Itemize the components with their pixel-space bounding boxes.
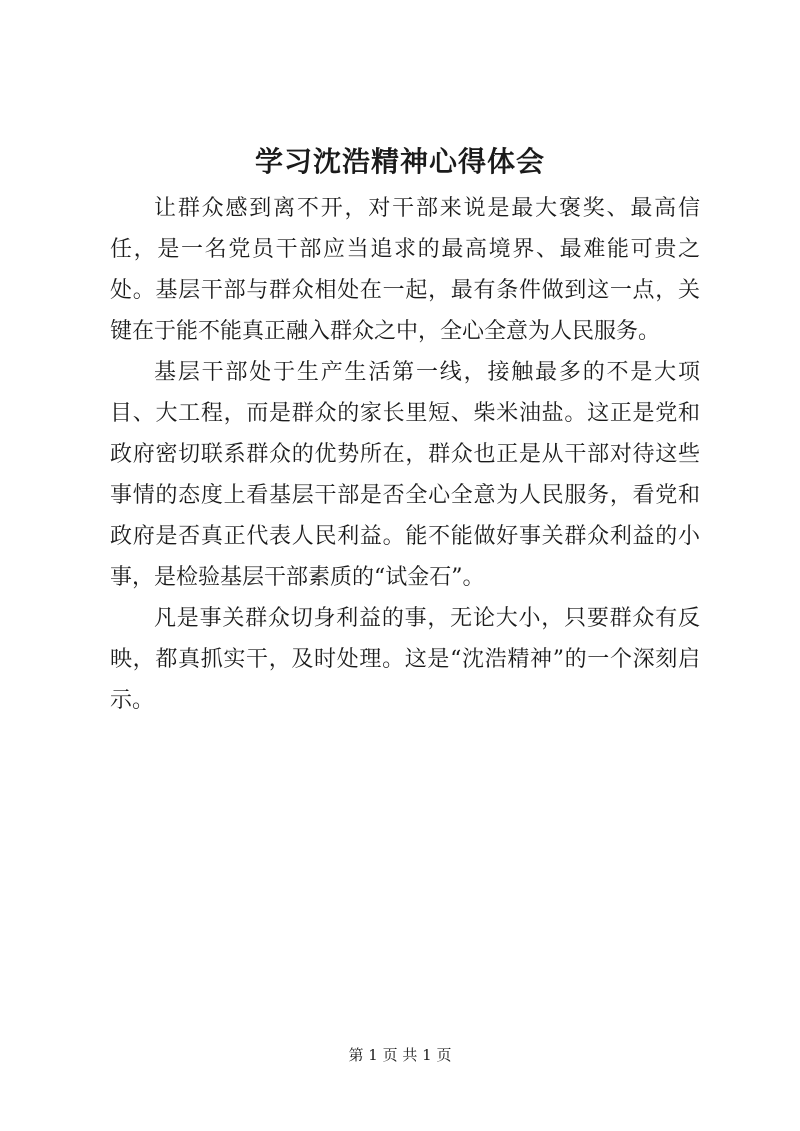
document-title: 学习沈浩精神心得体会 [254,145,545,178]
paragraph-3: 凡是事关群众切身利益的事，无论大小，只要群众有反映，都真抓实干，及时处理。这是“沈浩精神”的一个深刻启示。 [110,606,700,713]
page-footer: 第 1 页 共 1 页 [348,1046,452,1064]
paragraph-2: 基层干部处于生产生活第一线，接触最多的不是大项目、大工程，而是群众的家长里短、柴米油盐。这正是党和政府密切联系群众的优势所在，群众也正是从干部对待这些事情的态度上看基层干部是否全心全意为人民服务，看党和政府是否真正代表人民利益。能不能做好事关群众利益的小事，是检验基层干部素质的“试金石”。 [110,360,700,590]
paragraph-1: 让群众感到离不开，对干部来说是最大褒奖、最高信任，是一名党员干部应当追求的最高境界、最难能可贵之处。基层干部与群众相处在一起，最有条件做到这一点，关键在于能不能真正融入群众之中，全心全意为人民服务。 [110,196,700,344]
document-body [110,188,700,721]
